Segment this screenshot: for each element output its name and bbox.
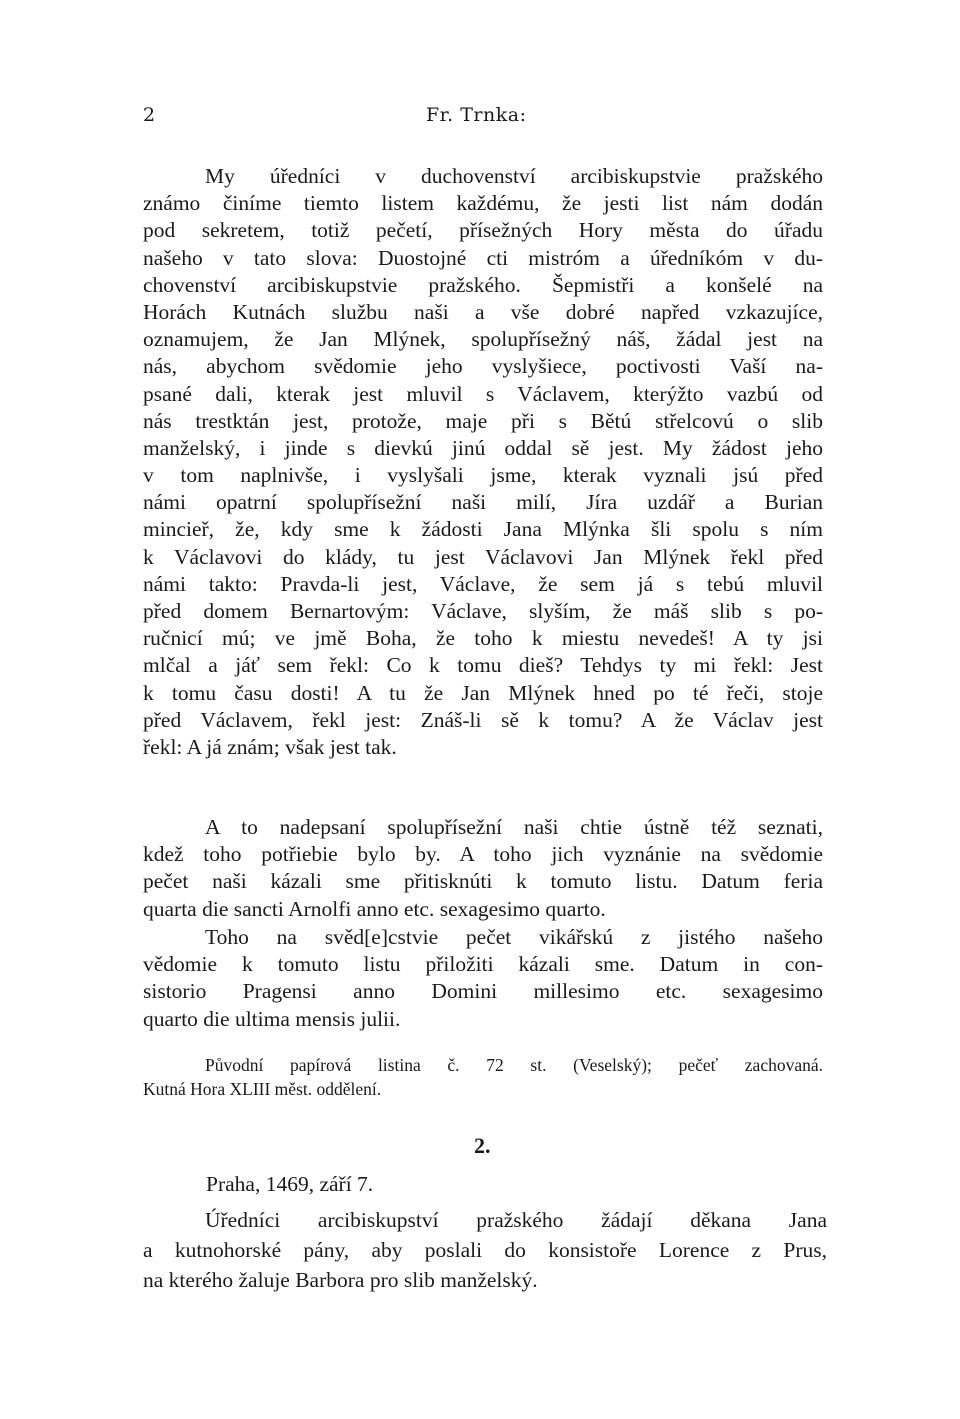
text-line: nás, abychom svědomie jeho vyslyšiece, poctivosti Vaší na- xyxy=(143,354,823,379)
text-line: psané dali, kterak jest mluvil s Václavem, kterýžto vazbú od xyxy=(143,381,823,406)
paragraph-1 xyxy=(143,163,823,761)
text-line: manželský, i jinde s dievkú jinú oddal sě jest. My žádost jeho xyxy=(143,435,823,460)
text-line: před Václavem, řekl jest: Znáš-li sě k tomu? A že Václav jest xyxy=(143,707,823,732)
text-line: kdež toho potřiebie bylo by. A toho jich vyznánie na svědomie xyxy=(143,842,823,867)
text-line: pod sekretem, totiž pečetí, přísežných Hory města do úřadu xyxy=(143,218,823,243)
source-note xyxy=(143,1053,823,1101)
text-line: řekl: A já znám; však jest tak. xyxy=(143,734,397,759)
text-line: sistorio Pragensi anno Domini millesimo etc. sexagesimo xyxy=(143,979,823,1004)
place-date: Praha, 1469, září 7. xyxy=(206,1172,374,1196)
text-line: námi opatrní spolupřísežní naši milí, Jíra uzdář a Burian xyxy=(143,490,823,515)
text-line: chovenství arcibiskupstvie pražského. Šepmistři a konšelé na xyxy=(143,272,823,297)
summary-line: a kutnohorské pány, aby poslali do konsistoře Lorence z Prus, xyxy=(143,1238,827,1262)
summary-line: Úředníci arcibiskupství pražského žádají děkana Jana xyxy=(205,1208,827,1232)
text-line: My úředníci v duchovenství arcibiskupstvie pražského xyxy=(205,164,823,188)
text-line: oznamujem, že Jan Mlýnek, spolupřísežný náš, žádal jest na xyxy=(143,327,823,352)
text-line: v tom naplnivše, i vyslyšali jsme, kterak vyznali jsú před xyxy=(143,463,823,488)
source-line: Kutná Hora XLIII měst. oddělení. xyxy=(143,1079,382,1099)
paragraph-2 xyxy=(143,814,823,923)
running-head: Fr. Trnka: xyxy=(426,104,527,126)
text-line: A to nadepsaní spolupřísežní naši chtie ústně též seznati, xyxy=(205,815,823,839)
text-line: k tomu času dosti! A tu že Jan Mlýnek hned po té řeči, stoje xyxy=(143,680,823,705)
text-line: mlčal a jáť sem řekl: Co k tomu dieš? Tehdys ty mi řekl: Jest xyxy=(143,653,823,678)
summary-line: na kterého žaluje Barbora pro slib manželský. xyxy=(143,1268,538,1292)
text-line: nás trestktán jest, protože, maje při s Bětú střelcovú o slib xyxy=(143,408,823,433)
source-line: Původní papírová listina č. 72 st. (Veselský); pečeť zachovaná. xyxy=(205,1055,823,1075)
page-header xyxy=(143,104,823,128)
text-line: ručnicí mú; ve jmě Boha, že toho k miestu nevedeš! A ty jsi xyxy=(143,626,823,651)
text-line: quarto die ultima mensis julii. xyxy=(143,1006,401,1031)
document-number: 2. xyxy=(474,1133,491,1158)
text-line: Toho na svěd[e]cstvie pečet vikářskú z jistého našeho xyxy=(205,925,823,949)
text-line: mincieř, že, kdy sme k žádosti Jana Mlýnka šli spolu s ním xyxy=(143,517,823,542)
page-number: 2 xyxy=(143,104,156,126)
text-line: námi takto: Pravda-li jest, Václave, že sem já s tebú mluvil xyxy=(143,571,823,596)
text-line: známo činíme tiemto listem každému, že jesti list nám dodán xyxy=(143,191,823,216)
text-line: před domem Bernartovým: Václave, slyším, že máš slib s po- xyxy=(143,599,823,623)
text-line: vědomie k tomuto listu přiložiti kázali sme. Datum in con- xyxy=(143,952,823,977)
text-line: quarta die sancti Arnolfi anno etc. sexagesimo quarto. xyxy=(143,896,606,921)
text-line: Horách Kutnách službu naši a vše dobré napřed vzkazujíce, xyxy=(143,299,823,324)
text-line: našeho v tato slova: Duostojné cti mistróm a úředníkóm v du- xyxy=(143,245,823,270)
text-line: pečet naši kázali sme přitisknúti k tomuto listu. Datum feria xyxy=(143,869,823,894)
paragraph-3 xyxy=(143,924,823,1033)
text-line: k Václavovi do klády, tu jest Václavovi Jan Mlýnek řekl před xyxy=(143,544,823,569)
document-summary xyxy=(143,1205,827,1295)
